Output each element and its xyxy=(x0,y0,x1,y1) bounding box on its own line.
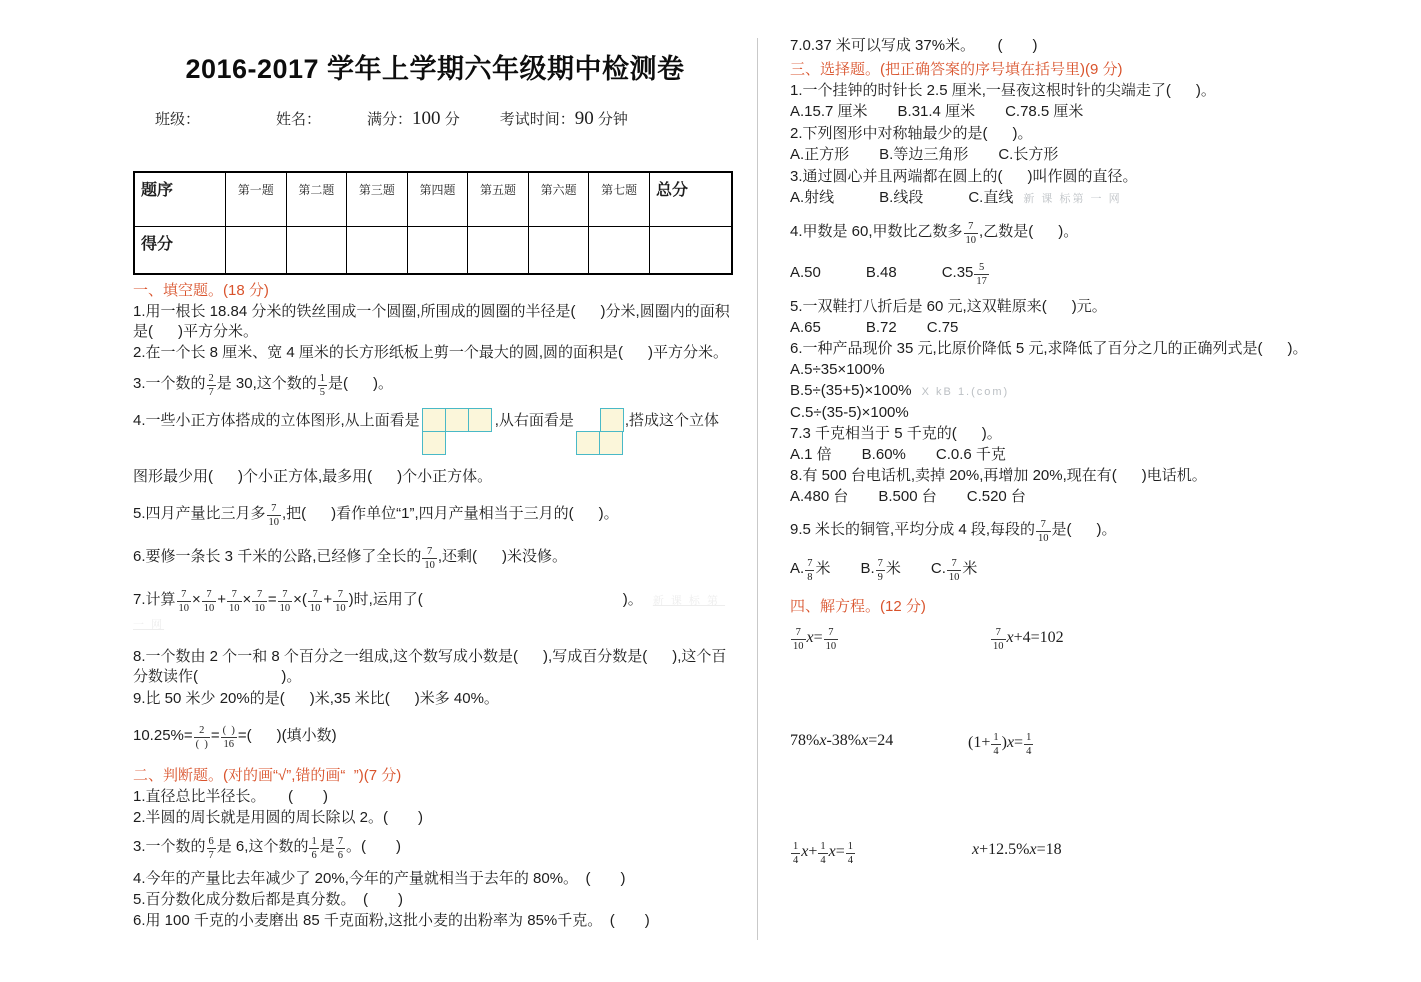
score-cell xyxy=(528,227,589,275)
class-field: 班级： xyxy=(155,111,201,128)
choice-q8: 8.有 500 台电话机,卖掉 20%,再增加 20%,现在有( )电话机。 xyxy=(790,467,1207,484)
fraction: $\frac{1}{5}$ xyxy=(319,373,326,398)
grid-cell-filled xyxy=(599,431,623,455)
score-cell xyxy=(347,227,408,275)
question-4-header: 第四题 xyxy=(407,172,468,227)
left-column xyxy=(133,40,737,931)
choice-q2: 2.下列图形中对称轴最少的是( )。 xyxy=(790,125,1033,142)
fraction: $\frac{7}{9}$ xyxy=(877,558,883,583)
choice-q4: 4.甲数是 60,甲数比乙数多 $\frac{7}{10}$ ,乙数是( )。 xyxy=(790,221,1079,246)
grid-cell-empty xyxy=(576,408,600,432)
fraction: $\frac{7}{10}$ xyxy=(309,589,321,614)
fraction: $\frac{7}{10}$ xyxy=(965,221,977,246)
score-cell xyxy=(286,227,347,275)
fraction: $\frac{7}{10}$ xyxy=(993,627,1004,652)
fill-q7 xyxy=(133,589,737,635)
fraction: $\frac{5}{17}$ xyxy=(976,262,987,287)
score-row-label: 得分 xyxy=(134,227,226,275)
choice-q2-options: A.正方形 B.等边三角形 C.长方形 xyxy=(790,146,1059,163)
equation-row-2 xyxy=(790,732,1404,757)
grid-cell-empty xyxy=(445,431,469,455)
choice-q9: 9.5 米长的铜管,平均分成 4 段,每段的 $\frac{7}{10}$ 是( )。 xyxy=(790,519,1117,544)
variable: x xyxy=(1006,734,1015,751)
exam-info-row xyxy=(133,108,737,129)
name-field: 姓名： xyxy=(276,111,322,128)
variable: x xyxy=(1029,841,1037,858)
variable: x xyxy=(828,843,836,860)
fraction: $\frac{2}{( )}$ xyxy=(195,725,208,750)
question-3-header: 第三题 xyxy=(347,172,408,227)
fraction: $\frac{2}{7}$ xyxy=(208,373,214,398)
choice-q1: 1.一个挂钟的时针长 2.5 厘米,一昼夜这根时针的尖端走了( )。 xyxy=(790,82,1216,99)
fraction: $\frac{7}{10}$ xyxy=(424,546,435,571)
equation-4: (1+ $\frac{1}{4}$ )x= $\frac{1}{4}$ xyxy=(968,732,1034,757)
fraction: $\frac{7}{10}$ xyxy=(825,627,837,652)
choice-q9-options: A. $\frac{7}{8}$ 米 B. $\frac{7}{9}$ 米 C. $\frac{7}{10}$ 米 xyxy=(790,558,978,583)
fill-q3: 3.一个数的 $\frac{2}{7}$ 是 30,这个数的 $\frac{1}{5}$ 是( )。 xyxy=(133,373,394,398)
judge-q1: 1.直径总比半径长。 ( ) xyxy=(133,788,329,805)
fill-q6: 6.要修一条长 3 千米的公路,已经修了全长的 $\frac{7}{10}$ ,还剩( )米没修。 xyxy=(133,546,568,571)
grid-cell-filled xyxy=(422,408,446,432)
choice-q6-option-b-text: B.5÷(35+5)×100% xyxy=(790,382,912,399)
variable: x xyxy=(819,732,827,749)
score-cell xyxy=(589,227,650,275)
fraction: $\frac{7}{10}$ xyxy=(229,589,240,614)
fraction: $\frac{1}{4}$ xyxy=(793,841,799,866)
watermark: 新 课 标第 一 网 xyxy=(1023,193,1122,205)
question-2-header: 第二题 xyxy=(286,172,347,227)
choice-q3-options-text: A.射线 B.线段 C.直线 xyxy=(790,189,1014,206)
fraction: $\frac{1}{6}$ xyxy=(311,836,317,861)
variable: x xyxy=(801,843,809,860)
fill-q4-line2: 图形最少用( )个小正方体,最多用( )个小正方体。 xyxy=(133,468,493,485)
question-6-header: 第六题 xyxy=(528,172,589,227)
judge-q6: 6.用 100 千克的小麦磨出 85 千克面粉,这批小麦的出粉率为 85%千克。 ( ) xyxy=(133,912,650,929)
fraction: $\frac{6}{7}$ xyxy=(208,836,214,861)
fill-q4-text-b: ,从右面看是 xyxy=(494,412,574,429)
section1-heading: 一、填空题。(18 分) xyxy=(133,282,269,299)
number-value: 100 xyxy=(412,108,441,129)
choice-q7-options: A.1 倍 B.60% C.0.6 千克 xyxy=(790,446,1006,463)
question-1-header: 第一题 xyxy=(226,172,287,227)
choice-q6: 6.一种产品现价 35 元,比原价降低 5 元,求降低了百分之几的正确列式是( )。 xyxy=(790,340,1308,357)
score-table-header-row xyxy=(134,172,732,227)
fraction: $\frac{1}{4}$ xyxy=(847,841,854,866)
grid-row xyxy=(576,408,623,432)
judge-q4: 4.今年的产量比去年减少了 20%,今年的产量就相当于去年的 80%。 ( ) xyxy=(133,870,626,887)
fill-q8: 8.一个数由 2 个一和 8 个百分之一组成,这个数写成小数是( ),写成百分数是( ),这个百分数读作( )。 xyxy=(133,648,727,685)
choice-q6-option-a: A.5÷35×100% xyxy=(790,361,885,378)
judge-q7: 7.0.37 米可以写成 37%米。 ( ) xyxy=(790,37,1038,54)
fill-q7-text: 7.计算 $\frac{7}{10}$ × $\frac{7}{10}$ + $\frac{7}{10}$ × $\frac{7}{10}$ = $\frac{7}{10}$ ×( $\frac{7}{10}$ + $\frac{7}{10}$ )时,运用了( )。 xyxy=(133,589,643,614)
fill-q1: 1.用一根长 18.84 分米的铁丝围成一个圆圈,所围成的圆圈的半径是( )分米,圆圈内的面积是( )平方分米。 xyxy=(133,303,730,340)
grid-cell-filled xyxy=(600,408,624,432)
grid-cell-filled xyxy=(576,431,600,455)
section4-heading: 四、解方程。(12 分) xyxy=(790,598,926,615)
equation-row-1 xyxy=(790,627,1404,652)
choice-q8-options: A.480 台 B.500 台 C.520 台 xyxy=(790,488,1026,505)
choice-q5: 5.一双鞋打八折后是 60 元,这双鞋原来( )元。 xyxy=(790,298,1107,315)
equation-1: $\frac{7}{10}$ x= $\frac{7}{10}$ xyxy=(790,627,990,652)
fraction: $\frac{7}{10}$ xyxy=(948,558,960,583)
equation-3: 78%x-38%x=24 xyxy=(790,732,894,749)
fraction: $\frac{7}{10}$ xyxy=(254,589,265,614)
fill-q4-text-a: 4.一些小正方体搭成的立体图形,从上面看是 xyxy=(133,412,420,429)
fraction: $\frac{7}{10}$ xyxy=(279,589,291,614)
grid-cell-filled xyxy=(468,408,492,432)
fill-q9: 9.比 50 米少 20%的是( )米,35 米比( )米多 40%。 xyxy=(133,690,499,707)
score-cell xyxy=(226,227,287,275)
variable: x xyxy=(1006,629,1014,646)
fraction: $\frac{1}{4}$ xyxy=(1026,732,1032,757)
equation-5: $\frac{1}{4}$ x+ $\frac{1}{4}$ x= $\frac{1}{4}$ xyxy=(790,841,972,866)
score-cell xyxy=(468,227,529,275)
equation-6: x+12.5%x=18 xyxy=(972,841,1062,858)
variable: x xyxy=(972,841,980,858)
variable: x xyxy=(806,629,814,646)
equation-2: $\frac{7}{10}$ x+4=102 xyxy=(990,627,1064,652)
column-divider xyxy=(757,38,758,940)
choice-q6-option-b xyxy=(790,381,1404,402)
fill-q4 xyxy=(133,408,737,455)
fraction: $\frac{7}{10}$ xyxy=(1038,519,1049,544)
section2-heading: 二、判断题。(对的画“√”,错的画“ ”)(7 分) xyxy=(133,767,402,784)
grid-row xyxy=(576,431,623,455)
choice-q3: 3.通过圆心并且两端都在圆上的( )叫作圆的直径。 xyxy=(790,168,1138,185)
variable: x xyxy=(861,732,869,749)
fill-q10: 10.25%= $\frac{2}{( )}$ = $\frac{( )}{16}$ =( )(填小数) xyxy=(133,725,337,750)
fraction: $\frac{7}{6}$ xyxy=(337,836,343,861)
number-value: 90 xyxy=(574,108,594,129)
page-title: 2016-2017 学年上学期六年级期中检测卷 xyxy=(185,54,685,84)
score-table xyxy=(133,171,733,275)
score-table-score-row xyxy=(134,227,732,275)
view-from-top-figure xyxy=(422,408,493,455)
equation-row-3 xyxy=(790,841,1404,866)
fraction: $\frac{1}{4}$ xyxy=(820,841,826,866)
score-cell xyxy=(650,227,733,275)
fraction: $\frac{7}{10}$ xyxy=(335,589,346,614)
choice-q5-options: A.65 B.72 C.75 xyxy=(790,319,959,336)
judge-q5: 5.百分数化成分数后都是真分数。 ( ) xyxy=(133,891,404,908)
fraction: $\frac{7}{10}$ xyxy=(203,589,215,614)
question-5-header: 第五题 xyxy=(468,172,529,227)
fraction: $\frac{7}{10}$ xyxy=(268,503,280,528)
judge-q2: 2.半圆的周长就是用圆的周长除以 2。( ) xyxy=(133,809,424,826)
full-score-field: 满分：100 分 xyxy=(367,108,460,129)
grid-row xyxy=(422,431,493,455)
section3-heading: 三、选择题。(把正确答案的序号填在括号里)(9 分) xyxy=(790,61,1123,78)
choice-q7: 7.3 千克相当于 5 千克的( )。 xyxy=(790,425,1002,442)
choice-q4-options: A.50 B.48 C.35 $\frac{5}{17}$ xyxy=(790,262,1404,287)
fraction: $\frac{7}{10}$ xyxy=(793,627,804,652)
score-cell xyxy=(407,227,468,275)
exam-time-field: 考试时间：90 分钟 xyxy=(499,108,628,129)
fraction: $\frac{( )}{16}$ xyxy=(222,725,235,750)
fill-q2: 2.在一个长 8 厘米、宽 4 厘米的长方形纸板上剪一个最大的圆,圆的面积是( )平方分米。 xyxy=(133,344,729,361)
choice-q6-option-c: C.5÷(35-5)×100% xyxy=(790,404,909,421)
total-score-header: 总分 xyxy=(650,172,733,227)
fraction: $\frac{1}{4}$ xyxy=(993,732,999,757)
question-7-header: 第七题 xyxy=(589,172,650,227)
right-column xyxy=(790,30,1404,866)
grid-cell-empty xyxy=(469,431,493,455)
grid-cell-filled xyxy=(422,431,446,455)
choice-q3-options xyxy=(790,188,1404,209)
fill-q5: 5.四月产量比三月多 $\frac{7}{10}$ ,把( )看作单位“1”,四月产量相当于三月的( )。 xyxy=(133,503,619,528)
grid-cell-filled xyxy=(445,408,469,432)
grid-row xyxy=(422,408,493,432)
fill-q4-text-c: ,搭成这个立体 xyxy=(624,412,720,429)
question-order-header: 题序 xyxy=(134,172,226,227)
view-from-right-figure xyxy=(576,408,623,455)
watermark: X kB 1.(com) xyxy=(921,386,1010,398)
watermark: 新 课 标 第 一 网 xyxy=(133,595,726,631)
choice-q1-options: A.15.7 厘米 B.31.4 厘米 C.78.5 厘米 xyxy=(790,103,1084,120)
fraction: $\frac{7}{8}$ xyxy=(807,558,813,583)
judge-q3: 3.一个数的 $\frac{6}{7}$ 是 6,这个数的 $\frac{1}{6}$ 是 $\frac{7}{6}$ 。( ) xyxy=(133,836,401,861)
fraction: $\frac{7}{10}$ xyxy=(178,589,190,614)
